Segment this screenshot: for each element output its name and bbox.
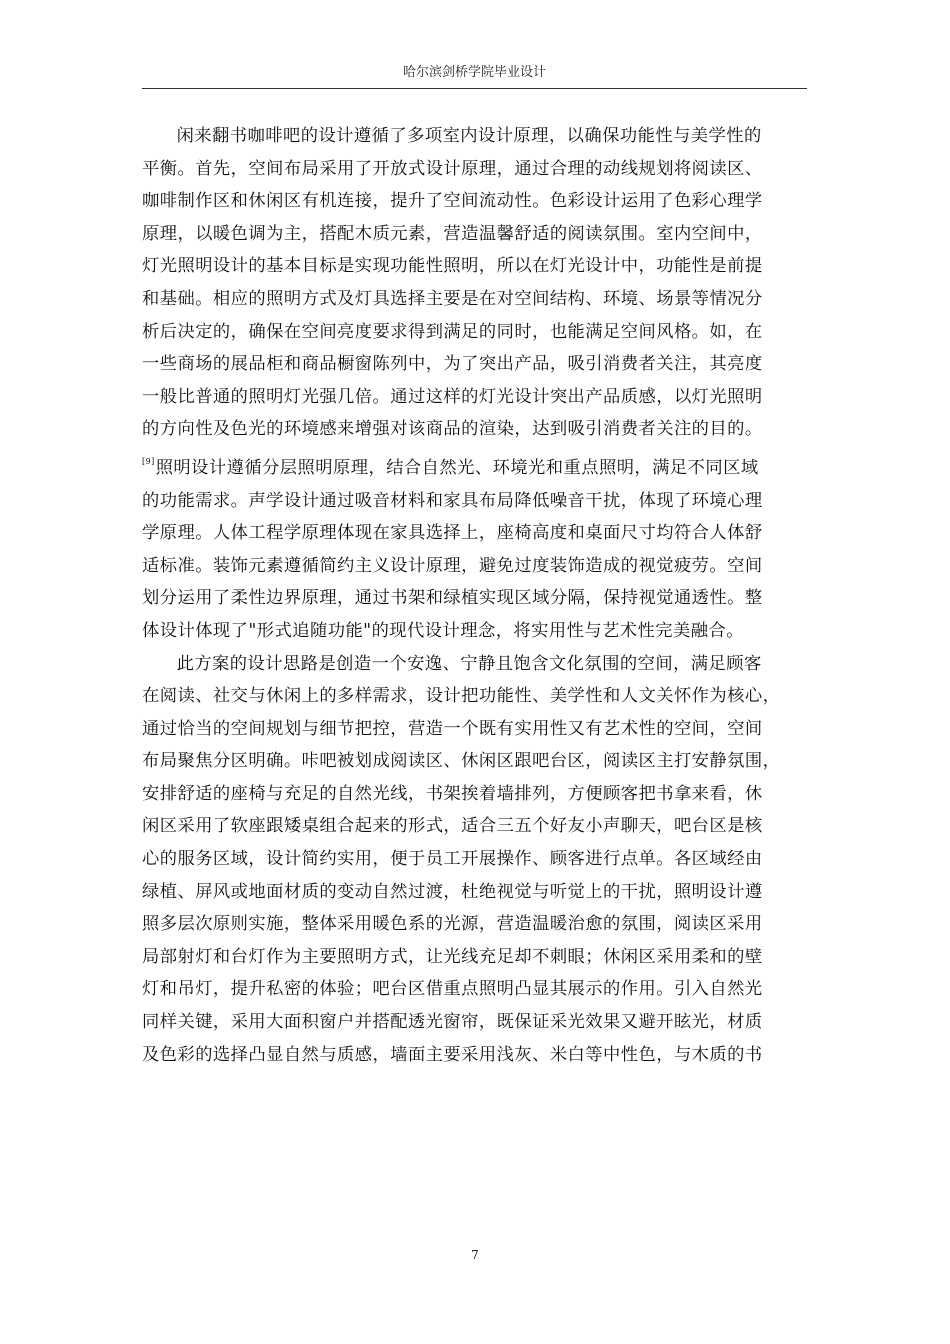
text-line: 照多层次原则实施，整体采用暖色系的光源，营造温暖治愈的氛围，阅读区采用 [142, 914, 763, 935]
text-line: 照明设计遵循分层照明原理，结合自然光、环境光和重点照明，满足不同区域 [155, 457, 759, 478]
paragraph-design-concept [142, 648, 807, 1072]
text-line: 平衡。首先，空间布局采用了开放式设计原理，通过合理的动线规划将阅读区、 [142, 158, 763, 179]
citation-marker: [9] [142, 456, 155, 466]
text-line: 在阅读、社交与休闲上的多样需求，设计把功能性、美学性和人文关怀作为核心， [142, 686, 781, 707]
text-line: 安排舒适的座椅与充足的自然光线，书架挨着墙排列，方便顾客把书拿来看，休 [142, 783, 763, 804]
text-line: 布局聚焦分区明确。咔吧被划成阅读区、休闲区跟吧台区，阅读区主打安静氛围， [142, 751, 781, 772]
text-line: 咖啡制作区和休闲区有机连接，提升了空间流动性。色彩设计运用了色彩心理学 [142, 191, 763, 212]
text-line: 心的服务区域，设计简约实用，便于员工开展操作、顾客进行点单。各区域经由 [142, 849, 763, 870]
text-line: 同样关键，采用大面积窗户并搭配透光窗帘，既保证采光效果又避开眩光，材质 [142, 1012, 763, 1033]
text-line: 析后决定的，确保在空间亮度要求得到满足的同时，也能满足空间风格。如，在 [142, 321, 763, 342]
text-line: 和基础。相应的照明方式及灯具选择主要是在对空间结构、环境、场景等情况分 [142, 288, 763, 309]
text-line: 灯光照明设计的基本目标是实现功能性照明，所以在灯光设计中，功能性是前提 [142, 256, 763, 277]
text-line-with-citation [142, 446, 807, 485]
page-number: 7 [471, 1248, 479, 1262]
text-line: 绿植、屏风或地面材质的变动自然过渡，杜绝视觉与听觉上的干扰，照明设计遵 [142, 881, 763, 902]
text-line: 一般比普通的照明灯光强几倍。通过这样的灯光设计突出产品质感，以灯光照明 [142, 386, 763, 407]
text-line: 的功能需求。声学设计通过吸音材料和家具布局降低噪音干扰，体现了环境心理 [142, 490, 763, 511]
text-line: 的方向性及色光的环境感来增强对该商品的渲染，达到吸引消费者关注的目的。 [142, 419, 763, 440]
text-line: 通过恰当的空间规划与细节把控，营造一个既有实用性又有艺术性的空间，空间 [142, 718, 763, 739]
text-line: 此方案的设计思路是创造一个安逸、宁静且饱含文化氛围的空间，满足顾客 [176, 653, 762, 674]
paragraph-design-principles [142, 120, 807, 648]
text-line: 一些商场的展品柜和商品橱窗陈列中，为了突出产品，吸引消费者关注，其亮度 [142, 354, 763, 375]
text-line: 闲来翻书咖啡吧的设计遵循了多项室内设计原理，以确保功能性与美学性的 [176, 126, 762, 146]
page-header-title: 哈尔滨剑桥学院毕业设计 [402, 65, 546, 80]
text-line: 原理，以暖色调为主，搭配木质元素，营造温馨舒适的阅读氛围。室内空间中， [142, 223, 763, 244]
text-line: 划分运用了柔性边界原理，通过书架和绿植实现区域分隔，保持视觉通透性。整 [142, 588, 763, 609]
text-line: 局部射灯和台灯作为主要照明方式，让光线充足却不刺眼；休闲区采用柔和的壁 [142, 946, 763, 967]
document-body [142, 120, 807, 1071]
text-line: 及色彩的选择凸显自然与质感，墙面主要采用浅灰、米白等中性色，与木质的书 [142, 1044, 763, 1065]
text-line: 学原理。人体工程学原理体现在家具选择上，座椅高度和桌面尺寸均符合人体舒 [142, 523, 763, 544]
text-line: 灯和吊灯，提升私密的体验；吧台区借重点照明凸显其展示的作用。引入自然光 [142, 979, 763, 1000]
text-line: 闲区采用了软座跟矮桌组合起来的形式，适合三五个好友小声聊天，吧台区是核 [142, 816, 763, 837]
text-line: 体设计体现了"形式追随功能"的现代设计理念，将实用性与艺术性完美融合。 [142, 620, 744, 641]
header-divider [142, 88, 807, 89]
text-line: 适标准。装饰元素遵循简约主义设计原理，避免过度装饰造成的视觉疲劳。空间 [142, 555, 763, 576]
